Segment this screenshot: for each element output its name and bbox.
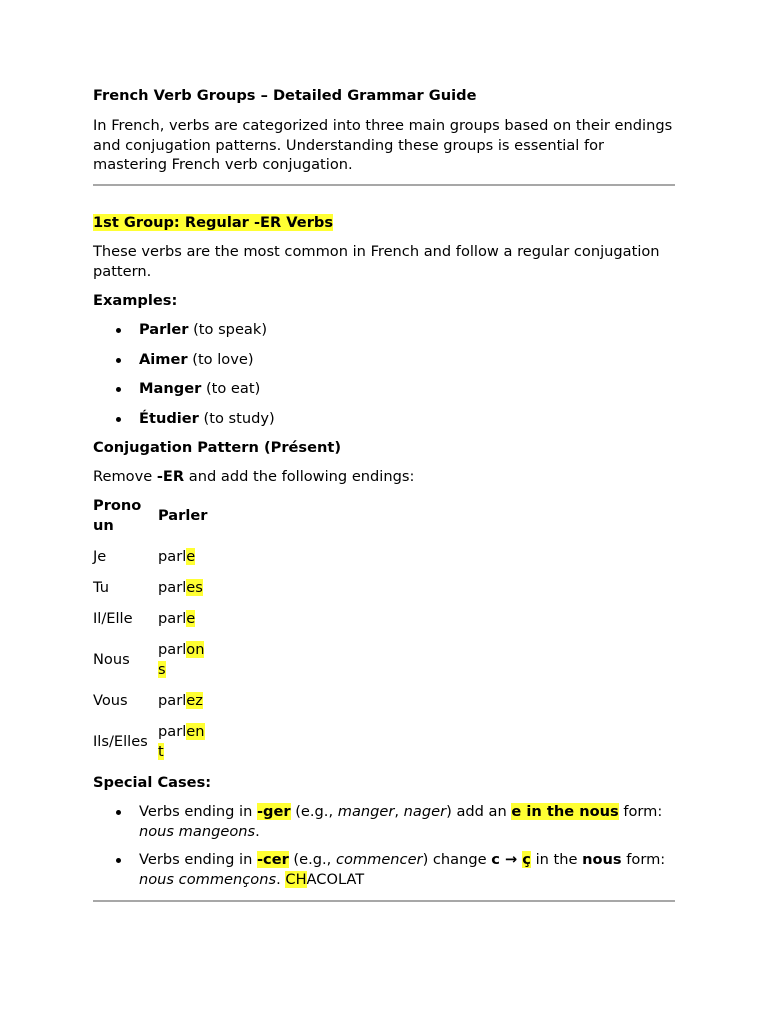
list-item: Verbs ending in -cer (e.g., commencer) change c → ç in the nous form: nous commençons. CHACOLAT	[93, 850, 675, 889]
list-item: Étudier (to study)	[93, 409, 275, 429]
divider	[93, 184, 675, 186]
table-cell-pronoun: Vous	[93, 692, 128, 709]
list-item: Manger (to eat)	[93, 379, 275, 399]
special-cases-label: Special Cases:	[93, 774, 212, 791]
intro-paragraph: In French, verbs are categorized into three main groups based on their endings and conjugation patterns. Understanding these groups is essential for mastering French verb conjugation.	[93, 117, 673, 173]
section-description: These verbs are the most common in French and follow a regular conjugation pattern.	[93, 243, 660, 280]
special-cases-list	[93, 802, 675, 889]
divider	[93, 900, 675, 902]
table-cell-form: parlons	[158, 641, 205, 678]
list-item: Parler (to speak)	[93, 320, 275, 340]
page-title: French Verb Groups – Detailed Grammar Guide	[93, 87, 477, 104]
table-cell-form: parle	[158, 548, 196, 565]
table-cell-form: parles	[158, 579, 203, 596]
list-item: Verbs ending in -ger (e.g., manger, nager) add an e in the nous form: nous mangeons.	[93, 802, 675, 841]
examples-list	[93, 320, 275, 428]
table-cell-form: parlez	[158, 692, 203, 709]
list-item: Aimer (to love)	[93, 350, 275, 370]
table-cell-pronoun: Nous	[93, 651, 130, 668]
examples-label: Examples:	[93, 292, 178, 309]
table-header-pronoun: Pronoun	[93, 497, 142, 534]
remove-instruction: Remove -ER and add the following endings:	[93, 468, 415, 485]
table-cell-pronoun: Il/Elle	[93, 610, 133, 627]
table-cell-pronoun: Tu	[93, 579, 109, 596]
table-header-verb: Parler	[158, 507, 208, 524]
conjugation-heading: Conjugation Pattern (Présent)	[93, 439, 342, 456]
table-cell-pronoun: Ils/Elles	[93, 733, 148, 750]
table-cell-form: parlent	[158, 723, 205, 760]
table-cell-pronoun: Je	[93, 548, 107, 565]
section-heading: 1st Group: Regular -ER Verbs	[93, 214, 334, 231]
table-cell-form: parle	[158, 610, 196, 627]
